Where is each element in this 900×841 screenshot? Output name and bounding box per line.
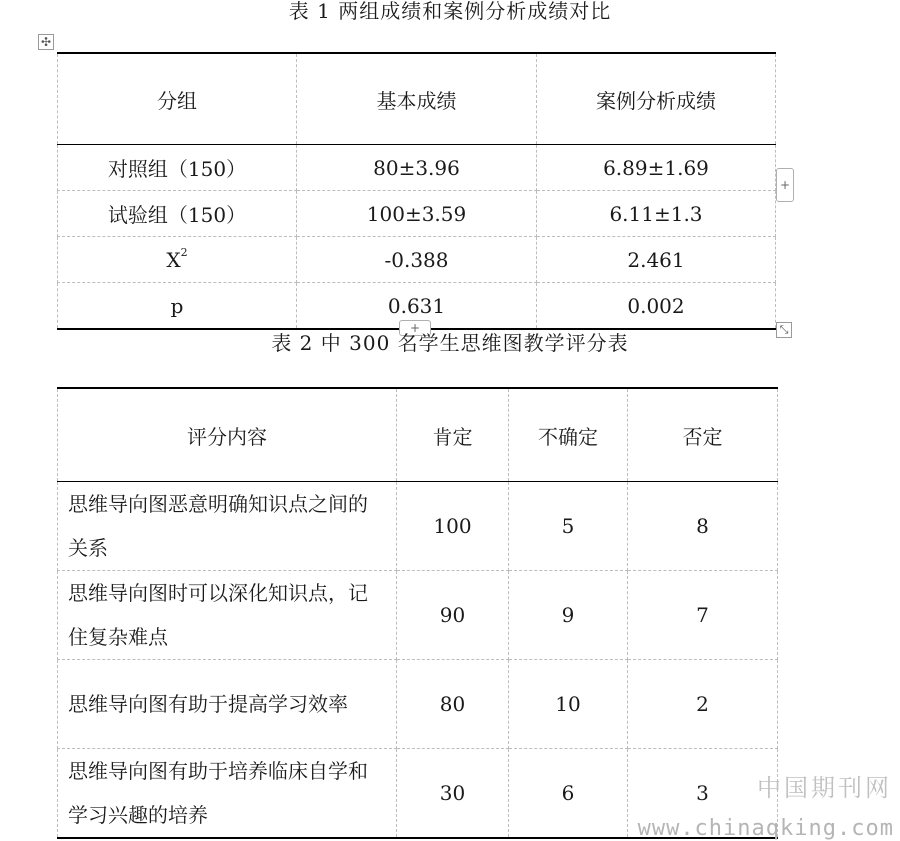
table1-cell[interactable]: 2.461 — [537, 237, 776, 283]
table2-header-cell[interactable]: 肯定 — [397, 388, 509, 482]
watermark-url: www.chinaqking.com — [637, 816, 894, 841]
watermark-logo-text: 中国期刊网 — [757, 774, 892, 802]
table1-cell[interactable]: 0.631 — [297, 283, 537, 330]
table2-cell[interactable]: 80 — [397, 660, 509, 749]
table1-cell[interactable]: -0.388 — [297, 237, 537, 283]
table2-row — [58, 660, 778, 749]
table2-header-cell[interactable]: 评分内容 — [58, 388, 397, 482]
table2-item-cell[interactable]: 思维导向图恶意明确知识点之间的关系 — [58, 482, 397, 571]
table2-item-cell[interactable]: 思维导向图有助于提高学习效率 — [58, 660, 397, 749]
table2-header-cell[interactable]: 不确定 — [509, 388, 628, 482]
table2 — [57, 387, 778, 839]
add-column-button[interactable]: + — [776, 168, 794, 202]
table1-header-cell[interactable]: 案例分析成绩 — [537, 53, 776, 145]
table-resize-icon[interactable]: ⤡ — [776, 322, 792, 338]
table1-cell[interactable]: 0.002 — [537, 283, 776, 330]
table2-cell[interactable]: 30 — [397, 749, 509, 839]
table2-cell[interactable]: 3 — [628, 749, 778, 839]
table2-cell[interactable]: 9 — [509, 571, 628, 660]
table1-caption: 表 1 两组成绩和案例分析成绩对比 — [288, 0, 612, 23]
table1-cell[interactable]: 100±3.59 — [297, 191, 537, 237]
table1-header-row — [58, 53, 776, 145]
table1-header-cell[interactable]: 分组 — [58, 53, 297, 145]
table1-row — [58, 145, 776, 191]
table2-caption: 表 2 中 300 名学生思维图教学评分表 — [271, 331, 629, 355]
table1-cell[interactable]: 80±3.96 — [297, 145, 537, 191]
table2-cell[interactable]: 8 — [628, 482, 778, 571]
table1 — [57, 52, 776, 330]
table2-cell[interactable]: 100 — [397, 482, 509, 571]
table2-row — [58, 571, 778, 660]
table2-header-cell[interactable]: 否定 — [628, 388, 778, 482]
table2-cell[interactable]: 7 — [628, 571, 778, 660]
table1-cell[interactable]: 6.11±1.3 — [537, 191, 776, 237]
chi-square-superscript: 2 — [180, 245, 188, 259]
table2-header-row — [58, 388, 778, 482]
table1-cell-chi-square[interactable] — [58, 237, 297, 283]
table1-cell[interactable]: 6.89±1.69 — [537, 145, 776, 191]
table1-row — [58, 237, 776, 283]
add-row-button[interactable]: + — [399, 320, 431, 336]
table1-header-cell[interactable]: 基本成绩 — [297, 53, 537, 145]
table2-row — [58, 482, 778, 571]
table1-cell[interactable]: p — [58, 283, 297, 330]
table2-cell[interactable]: 6 — [509, 749, 628, 839]
chi-square-label: X — [166, 247, 181, 272]
table2-cell[interactable]: 5 — [509, 482, 628, 571]
table2-cell[interactable]: 90 — [397, 571, 509, 660]
table1-row — [58, 191, 776, 237]
table2-cell[interactable]: 2 — [628, 660, 778, 749]
table2-cell[interactable]: 10 — [509, 660, 628, 749]
table-move-handle-icon[interactable]: ✣ — [38, 34, 54, 50]
table1-cell[interactable]: 对照组（150） — [58, 145, 297, 191]
table2-item-cell[interactable]: 思维导向图时可以深化知识点，记住复杂难点 — [58, 571, 397, 660]
table2-item-cell[interactable]: 思维导向图有助于培养临床自学和学习兴趣的培养 — [58, 749, 397, 839]
table1-cell[interactable]: 试验组（150） — [58, 191, 297, 237]
